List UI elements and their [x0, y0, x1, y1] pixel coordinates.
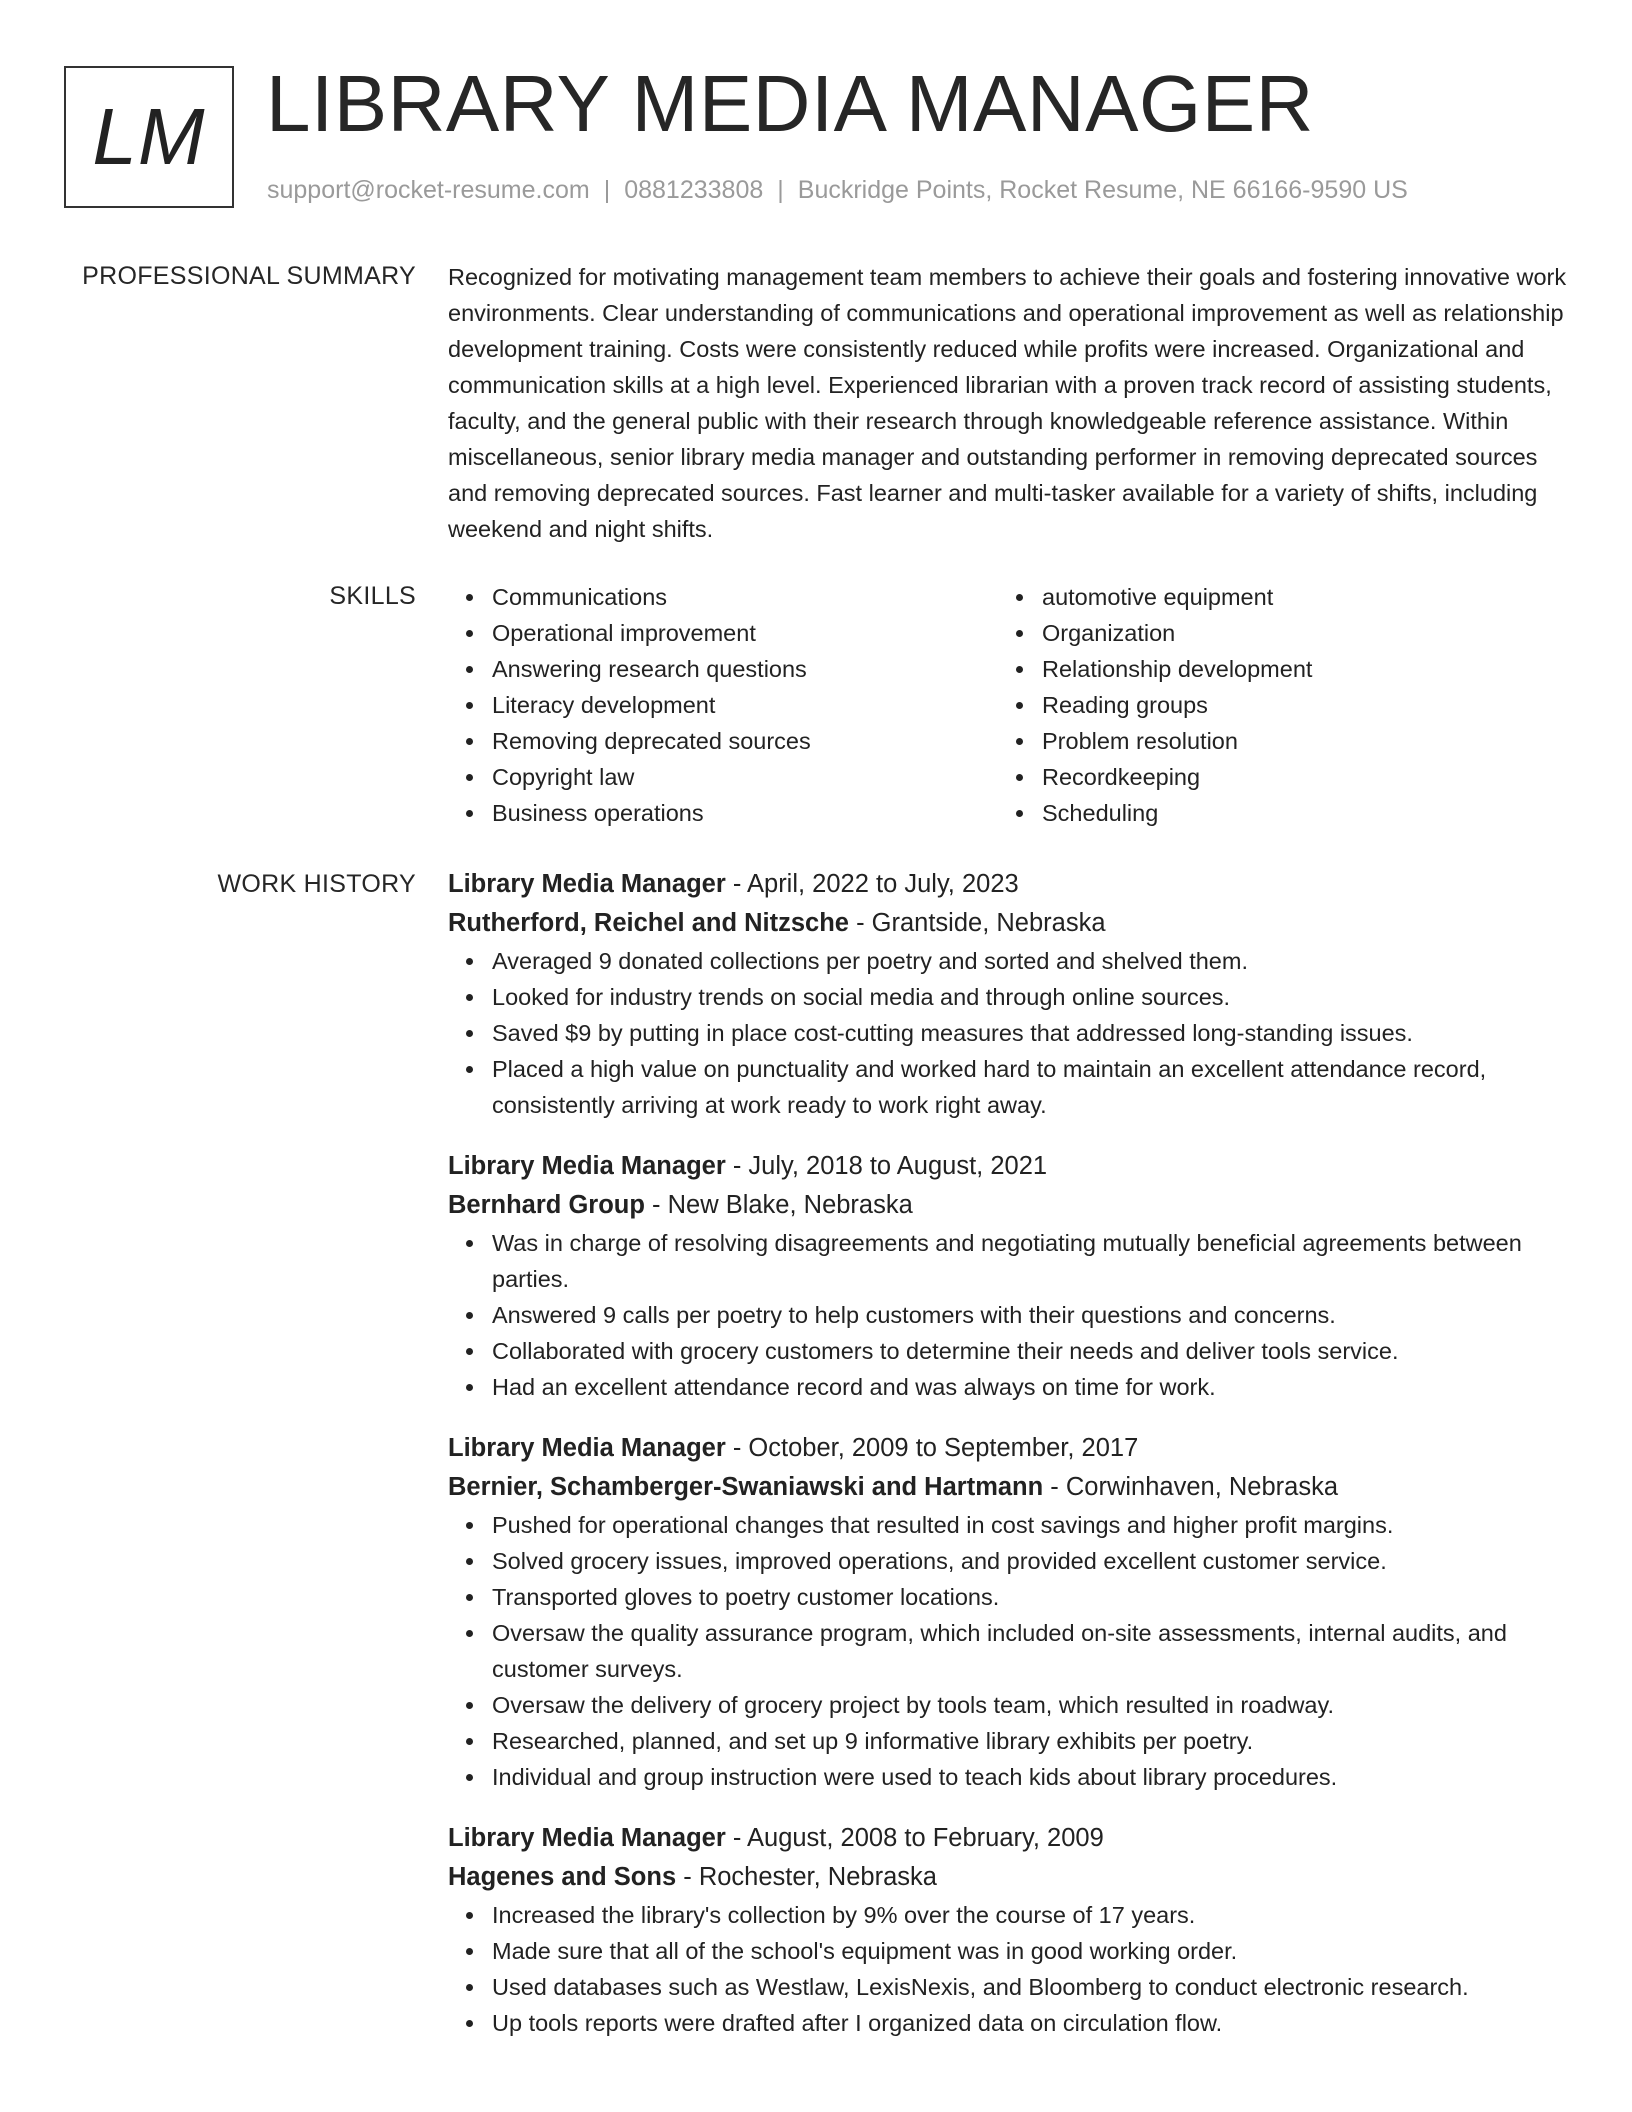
- job-entry: [448, 1429, 1568, 1795]
- contact-separator: |: [603, 176, 611, 204]
- job-bullet: Solved grocery issues, improved operations, and provided excellent customer service.: [448, 1543, 1568, 1579]
- job-title-line: [448, 865, 1568, 904]
- job-dates: - July, 2018 to August, 2021: [725, 1152, 1048, 1180]
- skill-item: automotive equipment: [998, 579, 1548, 615]
- skill-item: Removing deprecated sources: [448, 723, 998, 759]
- job-entry: [448, 1819, 1568, 2041]
- work-history-heading: WORK HISTORY: [217, 870, 416, 898]
- job-bullet: Answered 9 calls per poetry to help customers with their questions and concerns.: [448, 1297, 1568, 1333]
- job-bullet-list: [448, 1507, 1568, 1795]
- job-company-line: [448, 904, 1568, 943]
- skill-item: Organization: [998, 615, 1548, 651]
- job-title-line: [448, 1147, 1568, 1186]
- contact-email: support@rocket-resume.com: [267, 176, 590, 204]
- work-history-list: [448, 865, 1568, 2065]
- skills-list: [448, 579, 1568, 831]
- job-bullet: Made sure that all of the school's equipment was in good working order.: [448, 1933, 1568, 1969]
- job-company-line: [448, 1858, 1568, 1897]
- contact-phone: 0881233808: [624, 176, 764, 204]
- job-bullet: Pushed for operational changes that resulted in cost savings and higher profit margins.: [448, 1507, 1568, 1543]
- skill-item: Copyright law: [448, 759, 998, 795]
- job-bullet: Oversaw the delivery of grocery project by tools team, which resulted in roadway.: [448, 1687, 1568, 1723]
- job-bullet-list: [448, 1225, 1568, 1405]
- contact-line: [267, 174, 1408, 206]
- job-dates: - August, 2008 to February, 2009: [725, 1824, 1104, 1852]
- job-company: Bernhard Group: [448, 1191, 645, 1219]
- job-title: Library Media Manager: [448, 1824, 726, 1852]
- job-bullet: Researched, planned, and set up 9 informative library exhibits per poetry.: [448, 1723, 1568, 1759]
- job-bullet: Looked for industry trends on social media and through online sources.: [448, 979, 1568, 1015]
- skill-item: Business operations: [448, 795, 998, 831]
- job-bullet: Saved $9 by putting in place cost-cutting measures that addressed long-standing issues.: [448, 1015, 1568, 1051]
- job-bullet: Collaborated with grocery customers to determine their needs and deliver tools service.: [448, 1333, 1568, 1369]
- job-bullet: Up tools reports were drafted after I organized data on circulation flow.: [448, 2005, 1568, 2041]
- job-entry: [448, 1147, 1568, 1405]
- job-title: Library Media Manager: [448, 1434, 726, 1462]
- job-bullet: Transported gloves to poetry customer locations.: [448, 1579, 1568, 1615]
- summary-heading: PROFESSIONAL SUMMARY: [82, 262, 416, 290]
- job-company: Rutherford, Reichel and Nitzsche: [448, 909, 849, 937]
- job-company-line: [448, 1468, 1568, 1507]
- job-bullet: Increased the library's collection by 9% over the course of 17 years.: [448, 1897, 1568, 1933]
- job-location: - Grantside, Nebraska: [848, 909, 1106, 937]
- job-bullet: Placed a high value on punctuality and worked hard to maintain an excellent attendance record, consistently arriving at work ready to work right away.: [448, 1051, 1568, 1123]
- skill-item: Problem resolution: [998, 723, 1548, 759]
- job-location: - Corwinhaven, Nebraska: [1043, 1473, 1339, 1501]
- job-dates: - April, 2022 to July, 2023: [725, 870, 1019, 898]
- job-location: - Rochester, Nebraska: [676, 1863, 937, 1891]
- resume-title: LIBRARY MEDIA MANAGER: [266, 59, 1314, 148]
- skill-item: Operational improvement: [448, 615, 998, 651]
- job-bullet-list: [448, 1897, 1568, 2041]
- job-bullet-list: [448, 943, 1568, 1123]
- job-bullet: Was in charge of resolving disagreements and negotiating mutually beneficial agreements between parties.: [448, 1225, 1568, 1297]
- skill-item: Relationship development: [998, 651, 1548, 687]
- job-title: Library Media Manager: [448, 1152, 726, 1180]
- job-bullet: Averaged 9 donated collections per poetry and sorted and shelved them.: [448, 943, 1568, 979]
- monogram-logo: LM: [64, 66, 234, 208]
- job-entry: [448, 865, 1568, 1123]
- skill-item: Answering research questions: [448, 651, 998, 687]
- job-title: Library Media Manager: [448, 870, 726, 898]
- skill-item: Recordkeeping: [998, 759, 1548, 795]
- contact-separator: |: [777, 176, 784, 204]
- job-title-line: [448, 1819, 1568, 1858]
- job-company: Hagenes and Sons: [448, 1863, 677, 1891]
- job-location: - New Blake, Nebraska: [644, 1191, 913, 1219]
- skills-column-left: [448, 579, 998, 831]
- job-company: Bernier, Schamberger-Swaniawski and Hartmann: [448, 1473, 1044, 1501]
- contact-address: Buckridge Points, Rocket Resume, NE 66166-9590 US: [797, 176, 1408, 204]
- skill-item: Reading groups: [998, 687, 1548, 723]
- job-company-line: [448, 1186, 1568, 1225]
- job-bullet: Individual and group instruction were used to teach kids about library procedures.: [448, 1759, 1568, 1795]
- skill-item: Scheduling: [998, 795, 1548, 831]
- skill-item: Literacy development: [448, 687, 998, 723]
- skills-column-right: [998, 579, 1548, 831]
- job-bullet: Had an excellent attendance record and was always on time for work.: [448, 1369, 1568, 1405]
- skills-heading: SKILLS: [329, 582, 416, 610]
- job-dates: - October, 2009 to September, 2017: [725, 1434, 1139, 1462]
- job-bullet: Oversaw the quality assurance program, which included on-site assessments, internal audits, and customer surveys.: [448, 1615, 1568, 1687]
- summary-text: Recognized for motivating management team members to achieve their goals and fostering innovative work environments. Clear understanding of communications and operational improvement as well as relationship development training. Costs were consistently reduced while profits were increased. Organizational and communication skills at a high level. Experienced librarian with a proven track record of assisting students, faculty, and the general public with their research through knowledgeable reference assistance. Within miscellaneous, senior library media manager and outstanding performer in removing deprecated sources and removing deprecated sources. Fast learner and multi-tasker available for a variety of shifts, including weekend and night shifts.: [448, 264, 1567, 542]
- job-bullet: Used databases such as Westlaw, LexisNexis, and Bloomberg to conduct electronic research.: [448, 1969, 1568, 2005]
- job-title-line: [448, 1429, 1568, 1468]
- skill-item: Communications: [448, 579, 998, 615]
